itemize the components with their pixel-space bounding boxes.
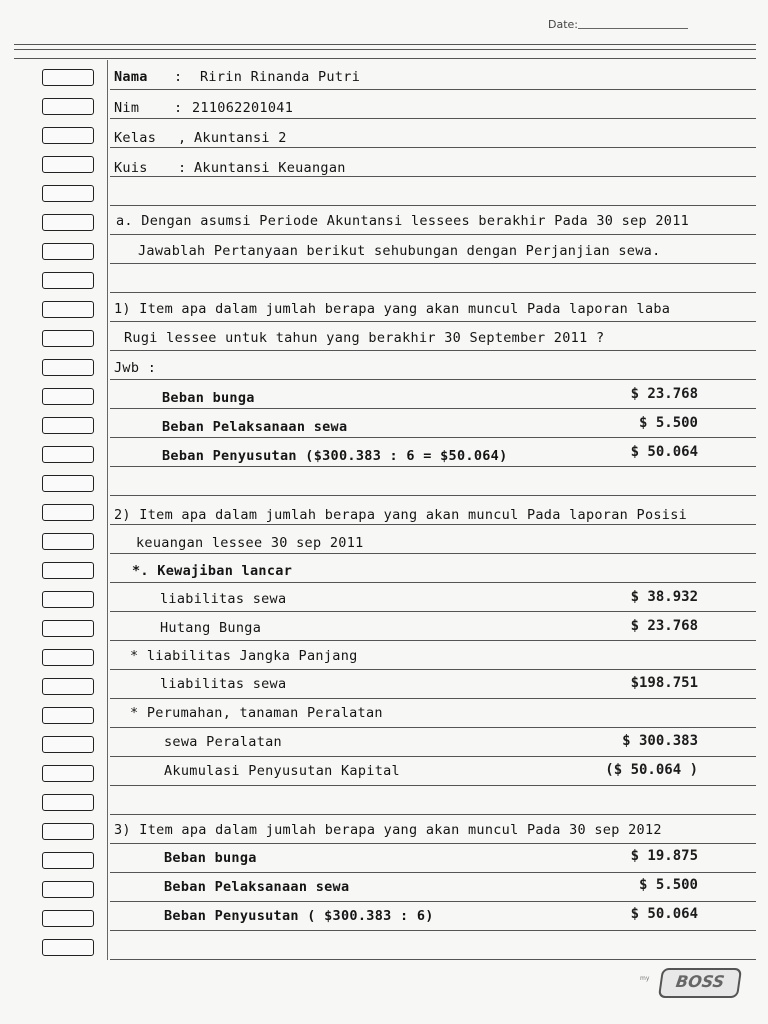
q2-group-2: * liabilitas Jangka Panjang xyxy=(130,648,358,664)
intro-line-2: Jawablah Pertanyaan berikut sehubungan dengan Perjanjian sewa. xyxy=(138,243,661,259)
colon: , xyxy=(178,130,187,146)
ruled-row xyxy=(14,932,756,960)
date-line xyxy=(578,28,688,29)
row-checkbox[interactable] xyxy=(42,446,94,463)
q1-item-amount: $ 50.064 xyxy=(630,444,698,460)
q2-line-1: 2) Item apa dalam jumlah berapa yang akan muncul Pada laporan Posisi xyxy=(114,507,688,523)
row-checkbox[interactable] xyxy=(42,823,94,840)
q2-item-amount: $ 300.383 xyxy=(622,733,698,749)
q3-item-amount: $ 5.500 xyxy=(638,877,698,893)
top-rule-2 xyxy=(14,49,756,50)
jwb-label: Jwb : xyxy=(114,360,157,376)
q2-item-label: sewa Peralatan xyxy=(164,734,282,750)
row-checkbox[interactable] xyxy=(42,243,94,260)
row-checkbox[interactable] xyxy=(42,156,94,173)
row-checkbox[interactable] xyxy=(42,591,94,608)
row-checkbox[interactable] xyxy=(42,475,94,492)
row-checkbox[interactable] xyxy=(42,504,94,521)
q3-item-amount: $ 19.875 xyxy=(630,848,698,864)
row-checkbox[interactable] xyxy=(42,910,94,927)
ruled-row xyxy=(14,700,756,728)
ruled-row xyxy=(14,787,756,815)
ruled-row xyxy=(14,265,756,293)
row-checkbox[interactable] xyxy=(42,417,94,434)
q2-item-label: Akumulasi Penyusutan Kapital xyxy=(164,763,400,779)
q2-group-1: *. Kewajiban lancar xyxy=(132,563,293,579)
row-checkbox[interactable] xyxy=(42,388,94,405)
q1-item-amount: $ 23.768 xyxy=(630,386,698,402)
colon: : xyxy=(174,100,183,116)
top-rule-3 xyxy=(14,58,756,59)
row-checkbox[interactable] xyxy=(42,881,94,898)
nama-label: Nama xyxy=(114,69,148,85)
row-checkbox[interactable] xyxy=(42,533,94,550)
margin-line xyxy=(107,60,108,960)
row-checkbox[interactable] xyxy=(42,765,94,782)
q1-line-1: 1) Item apa dalam jumlah berapa yang akan muncul Pada laporan laba xyxy=(114,301,671,317)
row-checkbox[interactable] xyxy=(42,649,94,666)
kelas-label: Kelas xyxy=(114,130,157,146)
top-rule-1 xyxy=(14,44,756,45)
q1-line-2: Rugi lessee untuk tahun yang berakhir 30 September 2011 ? xyxy=(124,330,605,346)
q2-item-amount: $ 38.932 xyxy=(630,589,698,605)
row-checkbox[interactable] xyxy=(42,301,94,318)
q3-item-label: Beban Penyusutan ( $300.383 : 6) xyxy=(164,908,434,924)
row-checkbox[interactable] xyxy=(42,127,94,144)
row-checkbox[interactable] xyxy=(42,707,94,724)
row-checkbox[interactable] xyxy=(42,562,94,579)
kuis-value: Akuntansi Keuangan xyxy=(194,160,346,176)
date-label: Date: xyxy=(548,18,578,31)
q1-item-label: Beban bunga xyxy=(162,390,255,406)
q3-line-1: 3) Item apa dalam jumlah berapa yang akan muncul Pada 30 sep 2012 xyxy=(114,822,662,838)
row-checkbox[interactable] xyxy=(42,678,94,695)
row-checkbox[interactable] xyxy=(42,359,94,376)
row-checkbox[interactable] xyxy=(42,852,94,869)
ruled-row xyxy=(14,178,756,206)
brand-logo: BOSS xyxy=(658,968,742,998)
q2-item-label: Hutang Bunga xyxy=(160,620,262,636)
q2-item-amount: ($ 50.064 ) xyxy=(605,762,698,778)
row-checkbox[interactable] xyxy=(42,69,94,86)
colon: : xyxy=(178,160,187,176)
q2-item-amount: $198.751 xyxy=(630,675,698,691)
ruled-row xyxy=(14,468,756,496)
ruled-row xyxy=(14,555,756,583)
nim-value: 211062201041 xyxy=(192,100,294,116)
row-checkbox[interactable] xyxy=(42,620,94,637)
ruled-row xyxy=(14,526,756,554)
ruled-row xyxy=(14,642,756,670)
row-checkbox[interactable] xyxy=(42,939,94,956)
q3-item-label: Beban Pelaksanaan sewa xyxy=(164,879,350,895)
row-checkbox[interactable] xyxy=(42,272,94,289)
kelas-value: Akuntansi 2 xyxy=(194,130,287,146)
intro-line-1: a. Dengan asumsi Periode Akuntansi lessees berakhir Pada 30 sep 2011 xyxy=(116,213,690,229)
row-checkbox[interactable] xyxy=(42,736,94,753)
q2-item-label: liabilitas sewa xyxy=(160,676,287,692)
q3-item-label: Beban bunga xyxy=(164,850,257,866)
row-checkbox[interactable] xyxy=(42,214,94,231)
q1-item-amount: $ 5.500 xyxy=(638,415,698,431)
q2-group-3: * Perumahan, tanaman Peralatan xyxy=(130,705,383,721)
logo-mark: my xyxy=(640,975,650,982)
nama-value: Ririn Rinanda Putri xyxy=(200,69,361,85)
row-checkbox[interactable] xyxy=(42,185,94,202)
nim-label: Nim xyxy=(114,100,140,116)
q2-line-2: keuangan lessee 30 sep 2011 xyxy=(136,535,364,551)
q2-item-label: liabilitas sewa xyxy=(160,591,287,607)
row-checkbox[interactable] xyxy=(42,330,94,347)
row-checkbox[interactable] xyxy=(42,794,94,811)
q1-item-label: Beban Pelaksanaan sewa xyxy=(162,419,348,435)
q3-item-amount: $ 50.064 xyxy=(630,906,698,922)
row-checkbox[interactable] xyxy=(42,98,94,115)
q2-item-amount: $ 23.768 xyxy=(630,618,698,634)
kuis-label: Kuis xyxy=(114,160,148,176)
colon: : xyxy=(174,69,183,85)
q1-item-label: Beban Penyusutan ($300.383 : 6 = $50.064) xyxy=(162,448,508,464)
